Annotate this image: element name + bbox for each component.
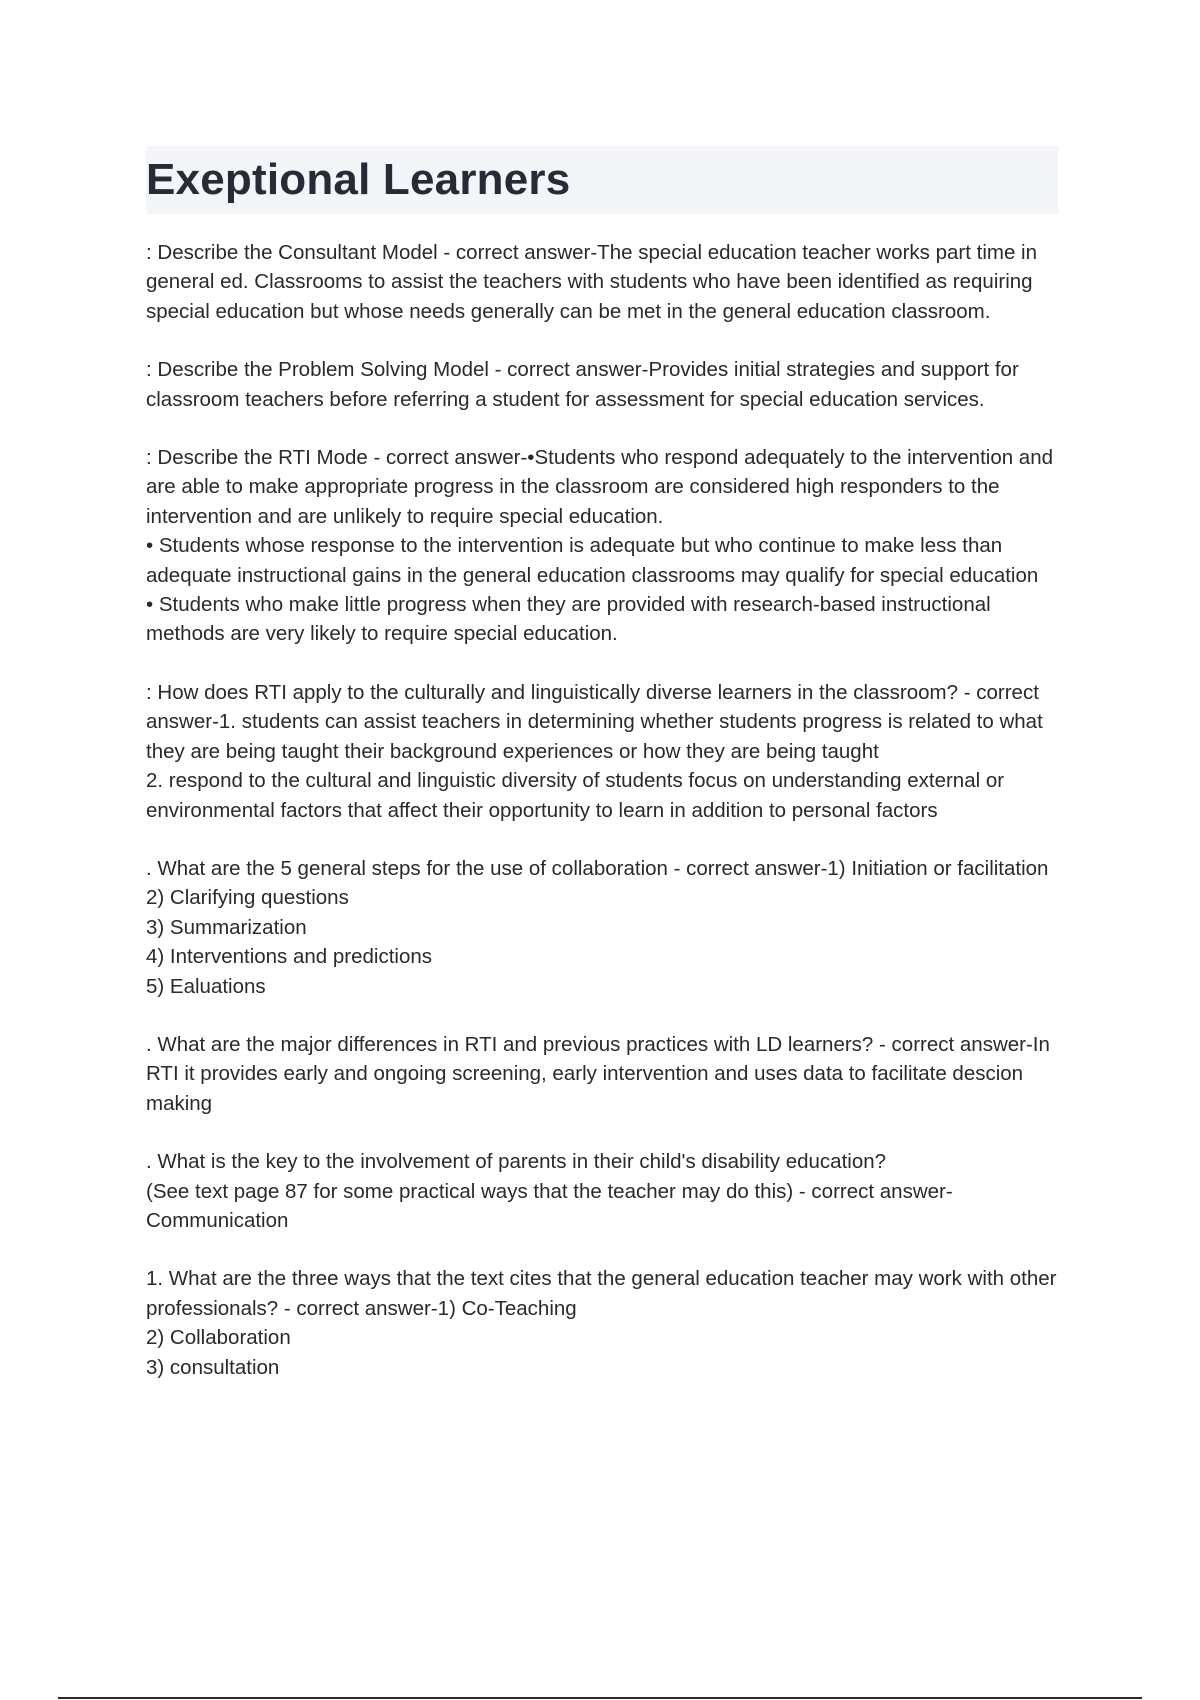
qa-bullet-line: • Students who make little progress when they are provided with research-based instructional methods are very likely to require special education. [146,593,991,646]
qa-text-line: : Describe the Problem Solving Model - correct answer-Provides initial strategies and support for classroom teachers before referring a student for assessment for special education services. [146,358,1019,411]
qa-list-line: 3) Summarization [146,915,307,939]
qa-list-line: 5) Ealuations [146,974,266,998]
qa-list-line: 2) Collaboration [146,1326,291,1350]
qa-list-line: 3) consultation [146,1355,280,1379]
qa-entry [146,678,1066,825]
qa-text-line: . What is the key to the involvement of parents in their child's disability education? [146,1150,887,1174]
qa-entry [146,1264,1066,1382]
footer-divider [58,1697,1142,1699]
qa-entry [146,443,1066,649]
qa-bullet-line: • Students whose response to the intervention is adequate but who continue to make less than adequate instructional gains in the general education classrooms may qualify for special education [146,534,1039,587]
document-body [146,238,1066,1411]
qa-entry [146,355,1066,414]
page-title: Exeptional Learners [146,155,571,204]
qa-text-line: 1. What are the three ways that the text cites that the general education teacher may work with other professionals? - correct answer-1) Co-Teaching [146,1267,1057,1320]
qa-text-line: (See text page 87 for some practical ways that the teacher may do this) - correct answer-Communication [146,1179,953,1232]
qa-text-line: : How does RTI apply to the culturally and linguistically diverse learners in the classroom? - correct answer-1. students can assist teachers in determining whether students progress is related to what they are being taught their background experiences or how they are being taught [146,680,1043,763]
qa-text-line: . What are the 5 general steps for the use of collaboration - correct answer-1) Initiation or facilitation [146,856,1049,880]
qa-text-line: . What are the major differences in RTI and previous practices with LD learners? - correct answer-In RTI it provides early and ongoing screening, early intervention and uses data to facilitate descion making [146,1032,1050,1115]
title-banner [146,146,1058,214]
qa-entry [146,1147,1066,1235]
qa-text-line: : Describe the Consultant Model - correct answer-The special education teacher works part time in general ed. Classrooms to assist the teachers with students who have been identified as requiring special education but whose needs generally can be met in the general education classroom. [146,241,1038,323]
qa-entry [146,238,1066,326]
qa-list-line: 4) Interventions and predictions [146,945,433,969]
qa-list-line: 2) Clarifying questions [146,886,349,910]
qa-entry [146,1030,1066,1118]
qa-text-line: : Describe the RTI Mode - correct answer-•Students who respond adequately to the intervention and are able to make appropriate progress in the classroom are considered high responders to the intervention and are unlikely to require special education. [146,446,1054,528]
qa-entry [146,854,1066,1001]
qa-text-line: 2. respond to the cultural and linguistic diversity of students focus on understanding external or environmental factors that affect their opportunity to learn in addition to personal factors [146,769,1005,822]
